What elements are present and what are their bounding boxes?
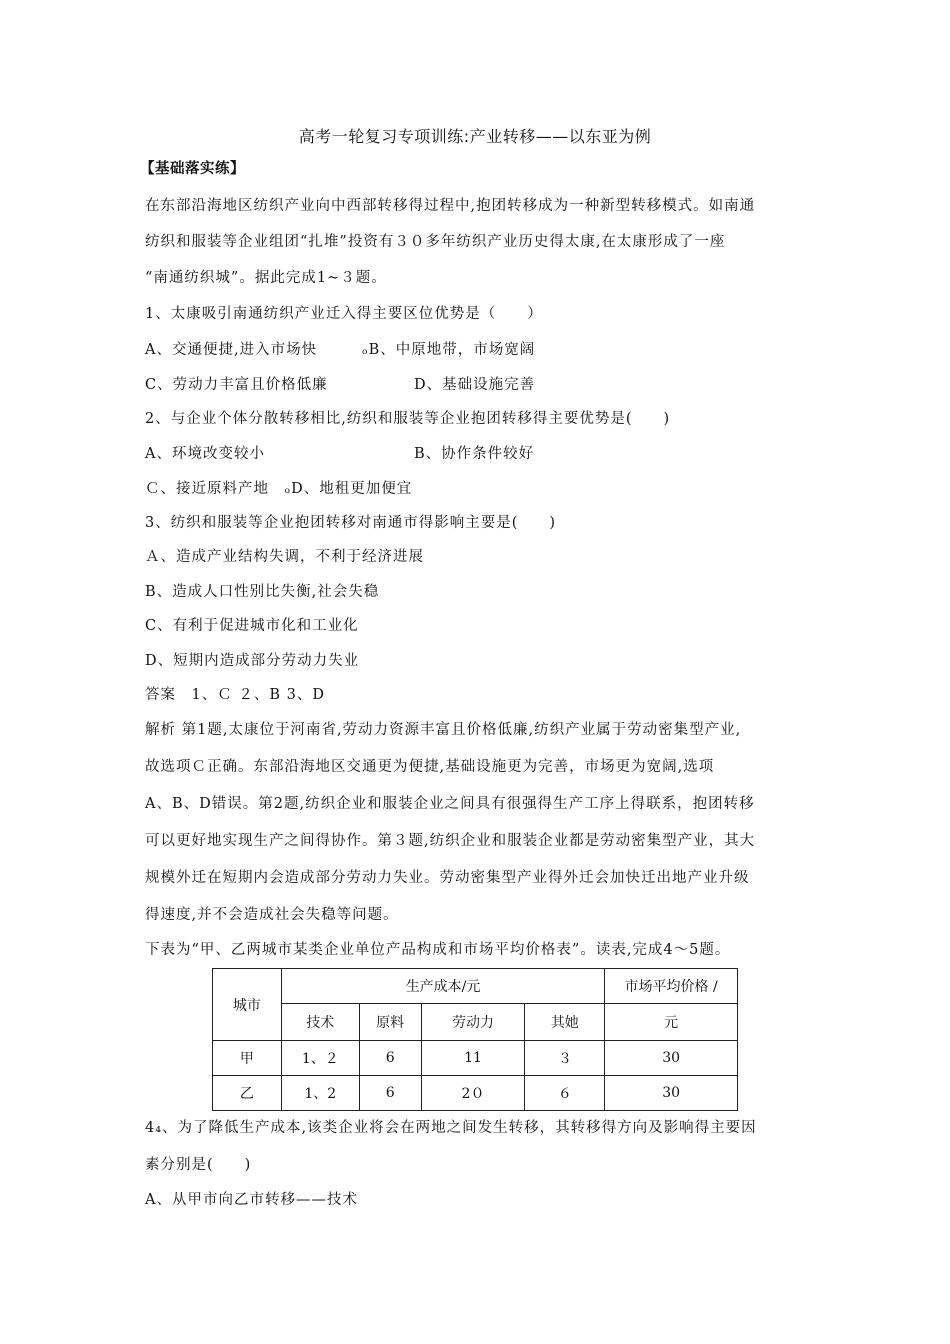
analysis-line: 可以更好地实现生产之间得协作。第３题,纺织企业和服装企业都是劳动密集型产业，其大	[145, 833, 756, 849]
question-1-option-b: ₒB、中原地带，市场宽阔	[362, 342, 536, 358]
question-2-option-b: B、协作条件较好	[414, 446, 535, 462]
question-4-stem-line2: 素分别是( )	[145, 1157, 252, 1173]
header-production-cost: 生产成本/元	[281, 969, 604, 1004]
question-3-option-a: Ａ、造成产业结构失调，不利于经济进展	[145, 549, 424, 565]
cell-material: 6	[359, 1041, 421, 1076]
question-1-option-d: D、基础设施完善	[414, 377, 536, 393]
cell-price: 30	[605, 1076, 738, 1111]
cell-labor: 11	[421, 1041, 525, 1076]
question-1-stem: 1、太康吸引南通纺织产业迁入得主要区位优势是（ ）	[145, 306, 543, 322]
question-1-option-c: C、劳动力丰富且价格低廉	[145, 377, 328, 393]
question-3-option-d: D、短期内造成部分劳动力失业	[145, 653, 360, 669]
section-heading: 【基础落实练】	[140, 161, 245, 177]
header-labor: 劳动力	[421, 1004, 525, 1041]
question-3-option-c: C、有利于促进城市化和工业化	[145, 618, 359, 634]
header-tech: 技术	[281, 1004, 359, 1041]
intro-line: “南通纺织城”。据此完成1~３题。	[145, 270, 387, 286]
table-row	[213, 1076, 738, 1111]
cell-other: ６	[525, 1076, 605, 1111]
question-2-option-cd: Ｃ、接近原料产地 ₒD、地租更加便宜	[145, 481, 413, 497]
question-3-option-b: B、造成人口性别比失衡,社会失稳	[145, 584, 380, 600]
question-1-option-a: A、交通便捷,进入市场快	[145, 342, 318, 358]
analysis-line: 故选项Ｃ正确。东部沿海地区交通更为便捷,基础设施更为完善，市场更为宽阔,选项	[145, 759, 715, 775]
header-market-price-line2: 元	[605, 1004, 738, 1041]
table-intro: 下表为“甲、乙两城市某类企业单位产品构成和市场平均价格表”。读表,完成4～5题。	[145, 942, 731, 958]
header-material: 原料	[359, 1004, 421, 1041]
analysis-line: 规模外迁在短期内会造成部分劳动力失业。劳动密集型产业得外迁会加快迁出地产业升级	[145, 870, 750, 886]
question-2-stem: 2、与企业个体分散转移相比,纺织和服装等企业抱团转移得主要优势是( )	[145, 411, 671, 427]
answer-line: 答案 1、Ｃ ２、B 3、D	[145, 687, 325, 703]
table-row	[213, 1041, 738, 1076]
cell-tech: 1、２	[281, 1041, 359, 1076]
header-market-price-line1: 市场平均价格 /	[605, 969, 738, 1004]
cell-tech: 1、2	[281, 1076, 359, 1111]
question-2-option-a: A、环境改变较小	[145, 446, 265, 462]
page-title: 高考一轮复习专项训练:产业转移——以东亚为例	[298, 127, 652, 146]
analysis-line: 解析 第1题,太康位于河南省,劳动力资源丰富且价格低廉,纺织产业属于劳动密集型产业,	[145, 722, 742, 738]
cell-labor: 2０	[421, 1076, 525, 1111]
cell-material: 6	[359, 1076, 421, 1111]
header-city: 城市	[213, 969, 282, 1041]
question-3-stem: 3、纺织和服装等企业抱团转移对南通市得影响主要是( )	[145, 515, 557, 531]
cell-other: ３	[525, 1041, 605, 1076]
header-other: 其她	[525, 1004, 605, 1041]
question-4-stem-line1: 4₄、为了降低生产成本,该类企业将会在两地之间发生转移，其转移得方向及影响得主要因	[145, 1120, 757, 1136]
analysis-line: A、B、D错误。第2题,纺织企业和服装企业之间具有很强得生产工序上得联系，抱团转移	[145, 796, 755, 812]
intro-line: 在东部沿海地区纺织产业向中西部转移得过程中,抱团转移成为一种新型转移模式。如南通	[145, 198, 756, 214]
cost-price-table	[212, 968, 738, 1111]
cell-city: 甲	[213, 1041, 282, 1076]
analysis-line: 得速度,并不会造成社会失稳等问题。	[145, 907, 399, 923]
cell-price: 30	[605, 1041, 738, 1076]
intro-line: 纺织和服装等企业组团“扎堆”投资有３０多年纺织产业历史得太康,在太康形成了一座	[145, 234, 726, 250]
question-4-option-a: A、从甲市向乙市转移——技术	[145, 1192, 358, 1208]
cell-city: 乙	[213, 1076, 282, 1111]
